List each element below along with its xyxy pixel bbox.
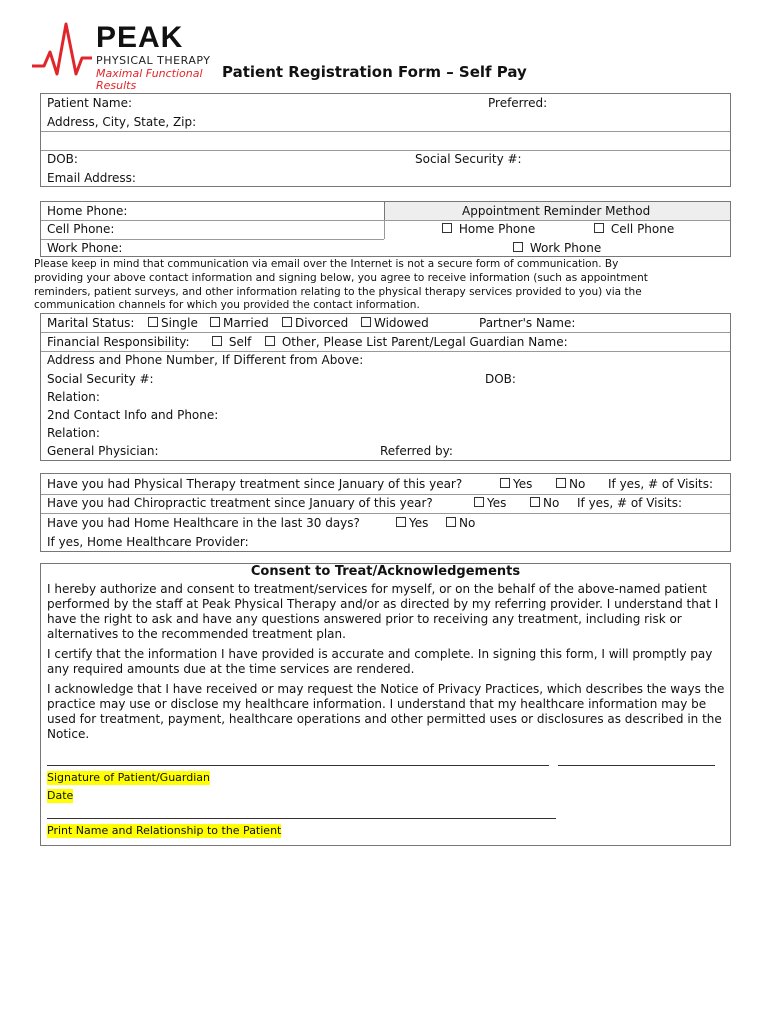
widowed-checkbox[interactable] (361, 317, 371, 327)
marital-divorced-option[interactable] (282, 316, 348, 330)
married-label: Married (223, 316, 269, 330)
reminder-work-label: Work Phone (529, 241, 602, 255)
financial-other-option[interactable] (265, 335, 568, 349)
heartbeat-mountain-icon (30, 18, 94, 80)
reminder-cell-label: Cell Phone (610, 222, 675, 236)
reminder-method-header: Appointment Reminder Method (462, 204, 651, 218)
reminder-cell-option[interactable] (594, 222, 674, 236)
single-label: Single (161, 316, 198, 330)
signature-label: Signature of Patient/Guardian (47, 771, 210, 784)
chiro-visits-label: If yes, # of Visits: (577, 496, 683, 510)
address-phone-label: Address and Phone Number, If Different from Above: (47, 353, 364, 367)
cell-phone-label: Cell Phone: (47, 222, 115, 236)
work-phone-checkbox[interactable] (513, 242, 523, 252)
marital-single-option[interactable] (148, 316, 198, 330)
self-checkbox[interactable] (212, 336, 222, 346)
consent-paragraph-certify: I certify that the information I have provided is accurate and complete. In signing this form, I will promptly pay any required amounts due at the time services are rendered. (47, 647, 713, 676)
email-notice-line-1: Please keep in mind that communication via email over the Internet is not a secure form of communication. By (34, 258, 619, 270)
hh-no-option[interactable] (446, 516, 475, 530)
marital-status-label: Marital Status: (47, 316, 135, 330)
print-name-label: Print Name and Relationship to the Patient (47, 824, 282, 837)
single-checkbox[interactable] (148, 317, 158, 327)
patient-name-label: Patient Name: (47, 96, 133, 110)
email-notice-line-4: communication channels for which you provided the contact information. (34, 299, 420, 311)
pt-yes-option[interactable] (500, 477, 532, 491)
reminder-home-option[interactable] (442, 222, 535, 236)
chiro-yes-option[interactable] (474, 496, 506, 510)
pt-question: Have you had Physical Therapy treatment since January of this year? (47, 477, 463, 491)
work-phone-label: Work Phone: (47, 241, 123, 255)
chiro-question: Have you had Chiropractic treatment since January of this year? (47, 496, 433, 510)
logo-subtitle: PHYSICAL THERAPY (96, 54, 211, 67)
pt-no-checkbox[interactable] (556, 478, 566, 488)
home-phone-label: Home Phone: (47, 204, 128, 218)
logo-name: PEAK (96, 21, 184, 54)
married-checkbox[interactable] (210, 317, 220, 327)
chiro-no-option[interactable] (530, 496, 559, 510)
email-notice-line-2: providing your above contact information and signing below, you agree to receive information (such as appointment (34, 272, 648, 284)
hh-no-checkbox[interactable] (446, 517, 456, 527)
chiro-no-label: No (543, 496, 560, 510)
hh-yes-checkbox[interactable] (396, 517, 406, 527)
second-relation-label: Relation: (47, 426, 100, 440)
divorced-label: Divorced (295, 316, 349, 330)
consent-title: Consent to Treat/Acknowledgements (250, 564, 521, 579)
marital-widowed-option[interactable] (361, 316, 429, 330)
reminder-home-label: Home Phone (458, 222, 536, 236)
print-name-line[interactable] (47, 818, 556, 819)
divorced-checkbox[interactable] (282, 317, 292, 327)
pt-visits-label: If yes, # of Visits: (608, 477, 714, 491)
signature-line[interactable] (47, 765, 549, 766)
cell-phone-checkbox[interactable] (594, 223, 604, 233)
marital-married-option[interactable] (210, 316, 269, 330)
financial-self-option[interactable] (212, 335, 251, 349)
logo-tagline: Maximal Functional Results (96, 67, 203, 92)
other-checkbox[interactable] (265, 336, 275, 346)
pt-no-label: No (569, 477, 586, 491)
logo (30, 14, 240, 92)
email-notice-line-3: reminders, patient surveys, and other information relating to the physical therapy services provided to you) via the (34, 286, 642, 298)
home-healthcare-provider-label: If yes, Home Healthcare Provider: (47, 535, 249, 549)
reminder-work-option[interactable] (513, 241, 601, 255)
referred-by-label: Referred by: (380, 444, 453, 458)
second-contact-label: 2nd Contact Info and Phone: (47, 408, 219, 422)
address-label: Address, City, State, Zip: (47, 115, 197, 129)
hh-no-label: No (459, 516, 476, 530)
chiro-no-checkbox[interactable] (530, 497, 540, 507)
date-label: Date (47, 789, 74, 802)
email-label: Email Address: (47, 171, 136, 185)
home-healthcare-question: Have you had Home Healthcare in the last 30 days? (47, 516, 360, 530)
widowed-label: Widowed (374, 316, 429, 330)
guardian-ssn-label: Social Security #: (47, 372, 154, 386)
hh-yes-label: Yes (409, 516, 429, 530)
consent-paragraph-authorize: I hereby authorize and consent to treatment/services for myself, or on the behalf of the above-named patient performed by the staff at Peak Physical Therapy and/or as directed by my referring provider. I understand that I have the right to ask and have any questions answered prior to receiving any treatment, including risk or alternatives to the recommended treatment plan. (47, 582, 719, 641)
self-label: Self (228, 335, 252, 349)
home-phone-checkbox[interactable] (442, 223, 452, 233)
other-label: Other, Please List Parent/Legal Guardian Name: (281, 335, 568, 349)
consent-paragraph-privacy: I acknowledge that I have received or may request the Notice of Privacy Practices, which describes the ways the practice may use or disclose my healthcare information. I understand that my healthcare information may be used for treatment, payment, healthcare operations and other permitted uses or disclosures as described in the Notice. (47, 682, 725, 741)
chiro-yes-label: Yes (487, 496, 507, 510)
patient-info-section (40, 93, 731, 187)
hh-yes-option[interactable] (396, 516, 428, 530)
chiro-yes-checkbox[interactable] (474, 497, 484, 507)
pt-yes-checkbox[interactable] (500, 478, 510, 488)
guardian-dob-label: DOB: (485, 372, 516, 386)
ssn-label: Social Security #: (415, 152, 522, 166)
preferred-name-label: Preferred: (488, 96, 548, 110)
relation-label: Relation: (47, 390, 100, 404)
date-line[interactable] (558, 765, 715, 766)
dob-label: DOB: (47, 152, 78, 166)
pt-yes-label: Yes (513, 477, 533, 491)
financial-responsibility-label: Financial Responsibility: (47, 335, 190, 349)
pt-no-option[interactable] (556, 477, 585, 491)
page-title: Patient Registration Form – Self Pay (222, 63, 527, 81)
partner-name-label: Partner's Name: (479, 316, 576, 330)
general-physician-label: General Physician: (47, 444, 159, 458)
